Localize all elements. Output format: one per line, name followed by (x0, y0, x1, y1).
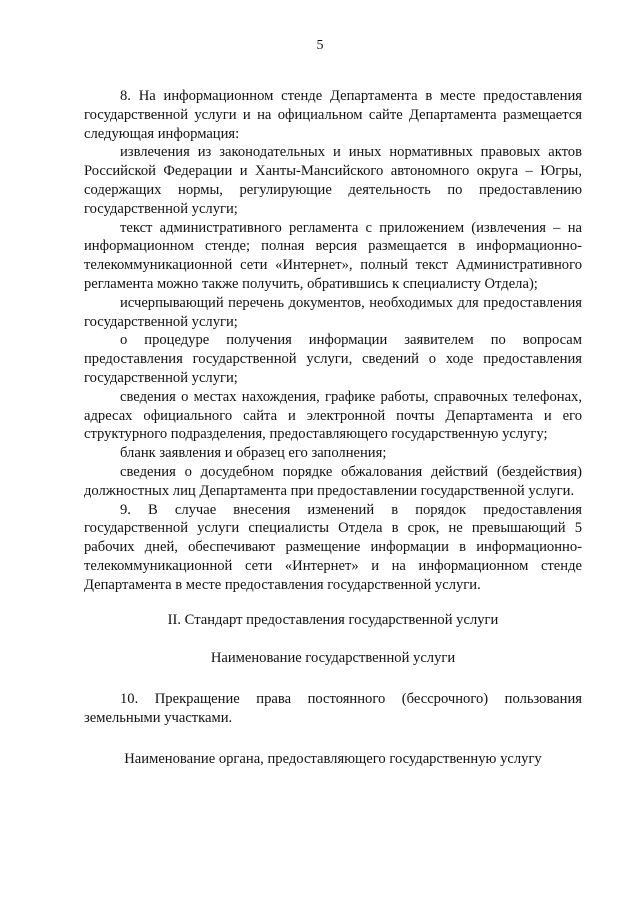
document-body (84, 87, 582, 769)
list-item-appeal: сведения о досудебном порядке обжалования действий (бездействия) должностных лиц Департамента при предоставлении государственной услуги. (84, 463, 582, 499)
list-item-contacts: сведения о местах нахождения, графике работы, справочных телефонах, адресах официального сайта и электронной почты Департамента и его структурного подразделения, предоставляющего государственную услугу; (84, 388, 582, 443)
list-item-legal-acts: извлечения из законодательных и иных нормативных правовых актов Российской Федерации и Ханты-Мансийского автономного округа – Югры, содержащих нормы, регулирующие деятельность по предоставлению государственной услуги; (84, 144, 582, 217)
paragraph-8: 8. На информационном стенде Департамента в месте предоставления государственной услуги и на официальном сайте Департамента размещается следующая информация: (84, 88, 582, 142)
subheading-authority: Наименование органа, предоставляющего государственную услугу (124, 750, 542, 767)
list-item-documents: исчерпывающий перечень документов, необходимых для предоставления государственной услуги; (84, 294, 582, 330)
list-item-regulation-text: текст административного регламента с приложением (извлечения – на информационном стенде; полная версия размещается в информационно-телекоммуникационной сети «Интернет», полный текст Административного регламента можно также получить, обратившись к специалисту Отдела); (84, 219, 582, 292)
paragraph-9: 9. В случае внесения изменений в порядок предоставления государственной услуги специалисты Отдела в срок, не превышающий 5 рабочих дней, обеспечивают размещение информации в информационно-телекоммуникационной сети «Интернет» и на информационном стенде Департамента в месте предоставления государственной услуги. (84, 501, 582, 593)
list-item-form: бланк заявления и образец его заполнения; (120, 445, 387, 462)
paragraph-10: 10. Прекращение права постоянного (бессрочного) пользования земельными участками. (84, 691, 582, 726)
page-number: 5 (316, 38, 324, 53)
list-item-procedure: о процедуре получения информации заявителем по вопросам предоставления государственной услуги, сведений о ходе предоставления государственной услуги; (84, 332, 582, 386)
subheading-service-name: Наименование государственной услуги (210, 650, 456, 667)
section-heading: II. Стандарт предоставления государственной услуги (167, 611, 499, 628)
